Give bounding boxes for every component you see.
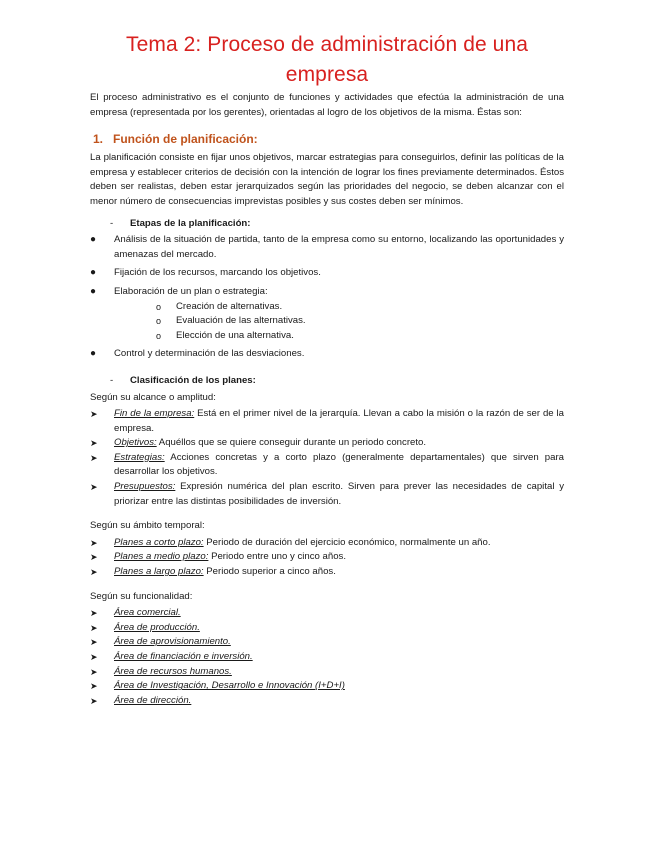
arrow-item — [90, 635, 564, 650]
nested-list — [114, 300, 564, 344]
arrow-item — [90, 436, 564, 451]
etapas-list — [90, 233, 564, 362]
term-description: Acciones concretas y a corto plazo (generalmente departamentales) que sirven para desarrollar los objetivos. — [114, 451, 564, 478]
bullet-icon: ● — [90, 234, 97, 246]
section-number: 1. — [93, 132, 104, 147]
dash-marker: - — [110, 374, 114, 386]
nested-item-text: Elección de una alternativa. — [176, 329, 294, 341]
list-item-text: Control y determinación de las desviaciones. — [114, 348, 305, 360]
subheading-clasificacion — [90, 374, 564, 389]
list-item — [90, 347, 564, 362]
arrow-item — [90, 536, 564, 551]
arrow-icon: ➤ — [90, 552, 98, 563]
dash-marker: - — [110, 217, 114, 229]
bullet-icon: ● — [90, 348, 97, 360]
arrow-icon: ➤ — [90, 681, 98, 692]
list-item-text: Elaboración de un plan o estrategia: — [114, 285, 268, 297]
term: Área de recursos humanos. — [114, 665, 232, 677]
arrow-item — [90, 679, 564, 694]
arrow-icon: ➤ — [90, 409, 98, 420]
term: Fin de la empresa: — [114, 408, 195, 420]
intro-paragraph: El proceso administrativo es el conjunto de funciones y actividades que efectúa la administración de una empresa (representada por los gerentes), orientadas al logro de los objetivos de la misma. Éstas son: — [90, 92, 564, 118]
nested-list-item — [114, 314, 564, 329]
list-item — [90, 266, 564, 281]
term-description: Aquéllos que se quiere conseguir durante un periodo concreto. — [156, 437, 427, 449]
arrow-icon: ➤ — [90, 438, 98, 449]
arrow-item — [90, 665, 564, 680]
term: Área de Investigación, Desarrollo e Innovación (I+D+I) — [114, 680, 345, 692]
label-alcance: Según su alcance o amplitud: — [90, 391, 216, 403]
subheading-clasificacion-text: Clasificación de los planes: — [130, 374, 256, 386]
subheading-etapas-text: Etapas de la planificación: — [130, 217, 251, 229]
term: Planes a largo plazo: — [114, 566, 204, 578]
list-item — [90, 285, 564, 343]
arrow-item — [90, 550, 564, 565]
term: Estrategias: — [114, 451, 165, 463]
term: Área de aprovisionamiento. — [114, 636, 231, 648]
term-description: Periodo entre uno y cinco años. — [208, 551, 347, 563]
funcionalidad-list — [90, 606, 564, 708]
section-heading-planificacion — [90, 131, 564, 147]
temporal-list — [90, 536, 564, 580]
label-temporal: Según su ámbito temporal: — [90, 520, 205, 532]
term: Área comercial. — [114, 607, 181, 619]
term: Área de producción. — [114, 621, 200, 633]
subheading-etapas — [90, 217, 564, 232]
arrow-icon: ➤ — [90, 482, 98, 493]
term: Área de financiación e inversión. — [114, 651, 253, 662]
arrow-icon: ➤ — [90, 652, 98, 662]
arrow-icon: ➤ — [90, 537, 98, 548]
arrow-item — [90, 694, 564, 709]
term: Objetivos: — [114, 437, 157, 449]
section-heading-text: Función de planificación: — [113, 132, 258, 147]
arrow-icon: ➤ — [90, 637, 98, 648]
circle-bullet-icon: o — [156, 316, 162, 327]
circle-bullet-icon: o — [156, 330, 162, 341]
nested-item-text: Evaluación de las alternativas. — [176, 315, 306, 327]
circle-bullet-icon: o — [156, 301, 162, 312]
arrow-item — [90, 480, 564, 509]
arrow-icon: ➤ — [90, 567, 98, 578]
arrow-item — [90, 565, 564, 580]
term-description: Periodo de duración del ejercicio económico, normalmente un año. — [203, 536, 491, 548]
alcance-list — [90, 407, 564, 509]
nested-list-item — [114, 329, 564, 344]
term-description: Está en el primer nivel de la jerarquía. Llevan a cabo la misión o la razón de ser de la empresa. — [114, 408, 565, 434]
term: Planes a corto plazo: — [114, 536, 204, 548]
bullet-icon: ● — [90, 267, 97, 279]
list-item-text: Fijación de los recursos, marcando los objetivos. — [114, 267, 321, 279]
arrow-item — [90, 606, 564, 621]
nested-item-text: Creación de alternativas. — [176, 300, 283, 312]
bullet-icon: ● — [90, 285, 97, 297]
arrow-item — [90, 451, 564, 480]
arrow-icon: ➤ — [90, 452, 98, 463]
list-item-text: Análisis de la situación de partida, tanto de la empresa como su entorno, localizando las oportunidades y amenazas del mercado. — [114, 234, 564, 260]
arrow-item — [90, 407, 564, 436]
arrow-icon: ➤ — [90, 622, 98, 633]
arrow-item — [90, 621, 564, 636]
arrow-item — [90, 650, 564, 665]
term: Área de dirección. — [114, 694, 192, 706]
nested-list-item — [114, 300, 564, 315]
term-description: Periodo superior a cinco años. — [203, 566, 336, 578]
term: Planes a medio plazo: — [114, 551, 209, 563]
arrow-icon: ➤ — [90, 695, 98, 706]
term-description: Expresión numérica del plan escrito. Sirven para prever las necesidades de capital y priorizar entre las distintas posibilidades de inversión. — [114, 481, 564, 507]
list-item — [90, 233, 564, 262]
arrow-icon: ➤ — [90, 608, 98, 619]
label-funcionalidad: Según su funcionalidad: — [90, 590, 193, 602]
document-page — [90, 30, 564, 708]
planificacion-paragraph: La planificación consiste en fijar unos objetivos, marcar estrategias para conseguirlos, definir las políticas de la empresa y establecer criterios de decisión con la intención de lograr los fines previamente determinados. Éstos deben ser realistas, deben estar jerarquizados según las prioridades del negocio, se deben alcanzar con el menor número de consecuencias imprevistas posibles y sus costes deben ser mínimos. — [90, 152, 564, 207]
document-title: Tema 2: Proceso de administración de una empresa — [125, 33, 529, 86]
arrow-icon: ➤ — [90, 666, 98, 677]
term: Presupuestos: — [114, 481, 176, 493]
